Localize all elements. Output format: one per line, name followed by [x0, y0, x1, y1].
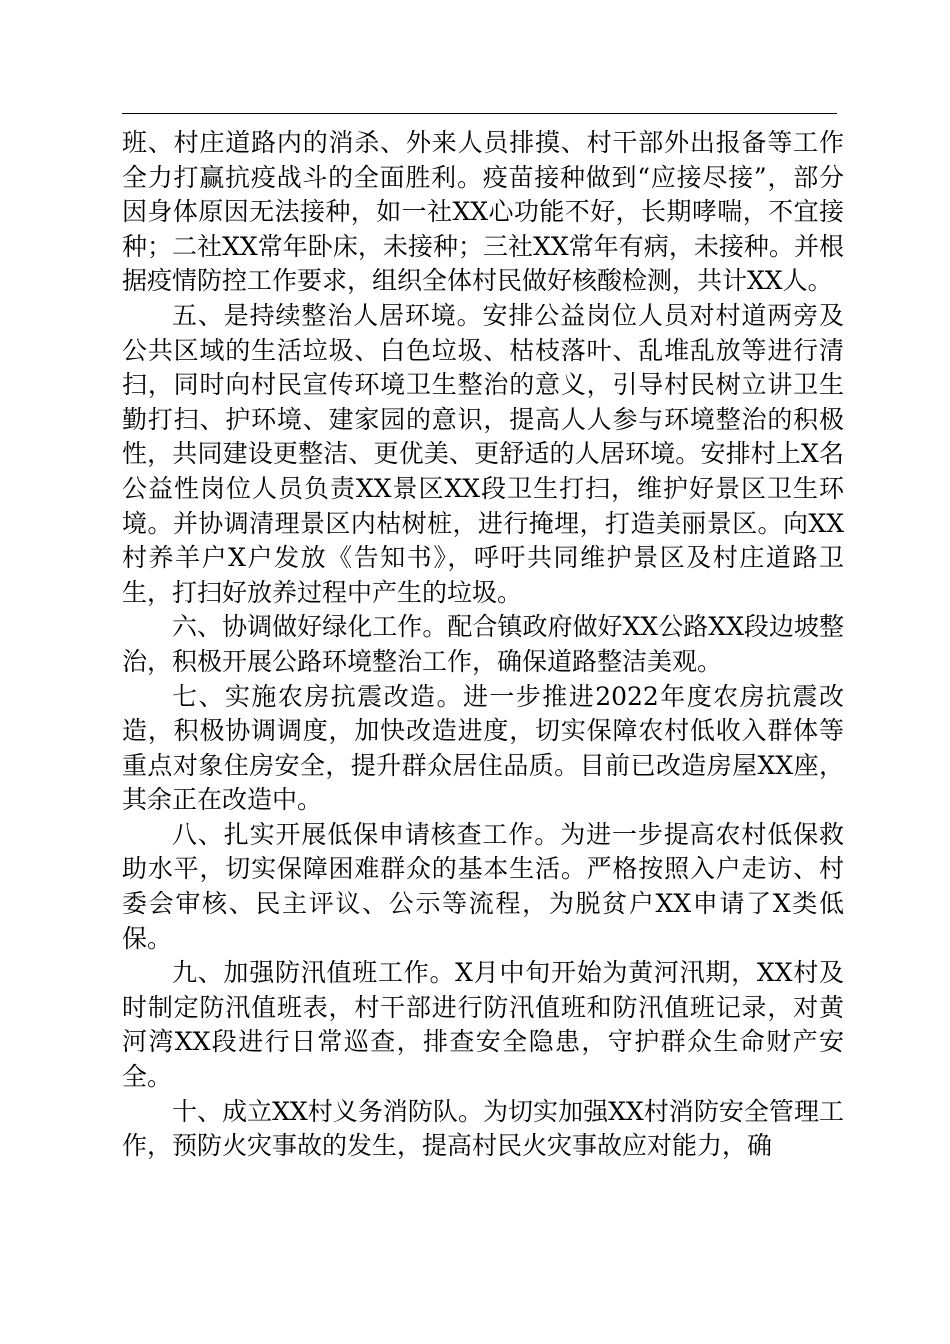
paragraph-continuation: 班、村庄道路内的消杀、外来人员排摸、村干部外出报备等工作全力打赢抗疫战斗的全面胜利。疫苗接种做到“应接尽接”，部分因身体原因无法接种，如一社XX心功能不好，长期哮喘，不宜接种；二社XX常年卧床，未接种；三社XX常年有病，未接种。并根据疫情防控工作要求，组织全体村民做好核酸检测，共计XX人。: [122, 128, 844, 296]
body-text: [122, 126, 844, 1164]
paragraph-item-8: 八、扎实开展低保申请核查工作。为进一步提高农村低保救助水平，切实保障困难群众的基本生活。严格按照入户走访、村委会审核、民主评议、公示等流程，为脱贫户XX申请了X类低保。: [122, 819, 844, 953]
header-rule: [122, 113, 837, 114]
paragraph-item-5: 五、是持续整治人居环境。安排公益岗位人员对村道两旁及公共区域的生活垃圾、白色垃圾、枯枝落叶、乱堆乱放等进行清扫，同时向村民宣传环境卫生整治的意义，引导村民树立讲卫生勤打扫、护环境、建家园的意识，提高人人参与环境整治的积极性，共同建设更整洁、更优美、更舒适的人居环境。安排村上X名公益性岗位人员负责XX景区XX段卫生打扫，维护好景区卫生环境。并协调清理景区内枯树桩，进行掩埋，打造美丽景区。向XX村养羊户X户发放《告知书》，呼吁共同维护景区及村庄道路卫生，打扫好放养过程中产生的垃圾。: [122, 300, 844, 607]
paragraph-item-9: 九、加强防汛值班工作。X月中旬开始为黄河汛期，XX村及时制定防汛值班表，村干部进行防汛值班和防汛值班记录，对黄河湾XX段进行日常巡查，排查安全隐患，守护群众生命财产安全。: [122, 958, 844, 1092]
paragraph-item-6: 六、协调做好绿化工作。配合镇政府做好XX公路XX段边坡整治，积极开展公路环境整治工作，确保道路整洁美观。: [122, 612, 844, 676]
paragraph-item-7: 七、实施农房抗震改造。进一步推进2022年度农房抗震改造，积极协调调度，加快改造进度，切实保障农村低收入群体等重点对象住房安全，提升群众居住品质。目前已改造房屋XX座，其余正在改造中。: [122, 681, 844, 815]
paragraph-item-10: 十、成立XX村义务消防队。为切实加强XX村消防安全管理工作，预防火灾事故的发生，提高村民火灾事故应对能力，确: [122, 1096, 844, 1161]
